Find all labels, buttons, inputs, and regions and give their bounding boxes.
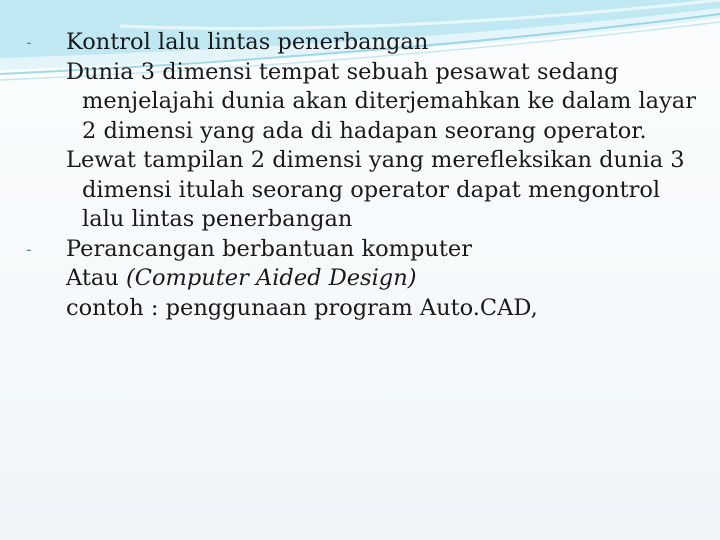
cad-term: (Computer Aided Design) xyxy=(125,265,417,291)
bullet-heading: Kontrol lalu lintas penerbangan xyxy=(66,29,429,55)
dash-bullet-icon: - xyxy=(26,239,32,259)
cad-line xyxy=(66,264,696,294)
bullet-item-computer-aided-design xyxy=(26,235,696,324)
bullet-heading: Perancangan berbantuan komputer xyxy=(66,235,472,262)
slide-body xyxy=(26,28,696,323)
example-line: contoh : penggunaan program Auto.CAD, xyxy=(66,294,538,321)
paragraph: Lewat tampilan 2 dimensi yang merefleksikan dunia 3 dimensi itulah seorang operator dapat mengontrol lalu lintas penerbangan xyxy=(66,147,685,232)
paragraph: Dunia 3 dimensi tempat sebuah pesawat sedang menjelajahi dunia akan diterjemahkan ke dalam layar 2 dimensi yang ada di hadapan seorang operator. xyxy=(66,58,696,144)
bullet-item-air-traffic-control xyxy=(26,28,696,235)
dash-bullet-icon: - xyxy=(26,33,32,52)
cad-prefix: Atau xyxy=(66,265,126,291)
